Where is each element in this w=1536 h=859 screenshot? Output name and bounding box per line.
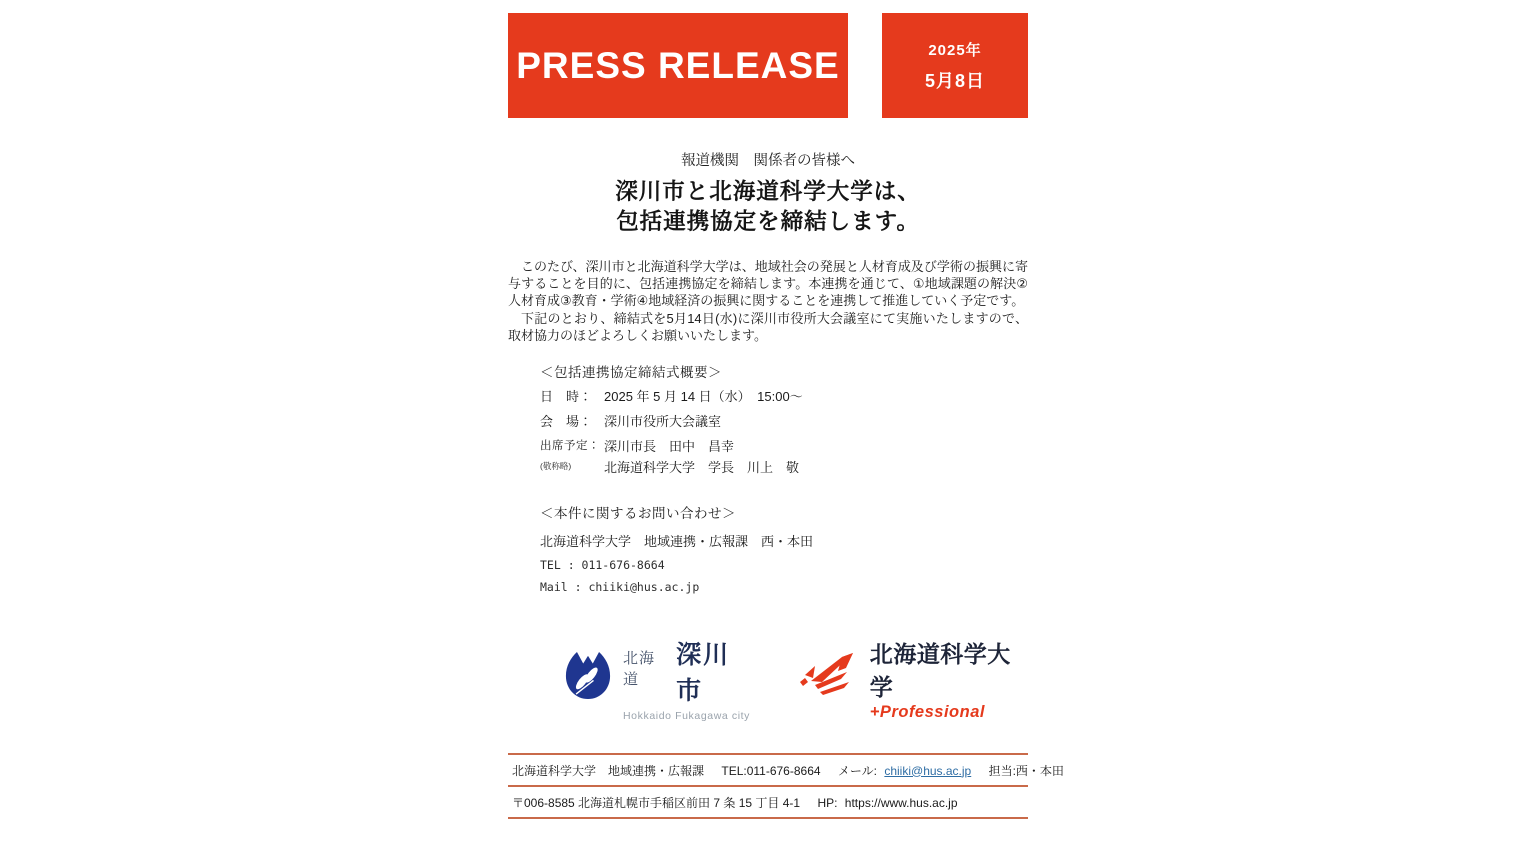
attendees-label: 出席予定： (敬称略) (540, 437, 604, 477)
logos-row (564, 635, 1028, 722)
press-release-title: PRESS RELEASE (516, 44, 840, 86)
release-year: 2025年 (928, 41, 982, 59)
ceremony-row-attendees (540, 437, 1028, 477)
release-date: 5月8日 (924, 70, 986, 91)
datetime-value: 2025 年 5 月 14 日（水） 15:00～ (604, 389, 803, 405)
fukagawa-city-emblem-icon (564, 651, 612, 706)
body-text (508, 258, 1028, 344)
fukagawa-region-label: 北海道 (623, 650, 656, 689)
contact-section (540, 502, 1028, 594)
hus-phoenix-icon (800, 653, 862, 704)
footer-mail-link[interactable]: chiiki@hus.ac.jp (884, 763, 972, 778)
attendee-2: 北海道科学大学 学長 川上 敬 (604, 460, 800, 476)
fukagawa-english-label: Hokkaido Fukagawa city (623, 710, 751, 723)
footer (508, 753, 1064, 819)
press-release-banner (508, 13, 848, 118)
press-release-page (508, 13, 1064, 846)
fukagawa-city-label: 深川市 (676, 641, 731, 706)
footer-address: 〒006-8585 北海道札幌市手稲区前田 7 条 15 丁目 4-1 (512, 795, 801, 810)
contact-mail: Mail : chiiki@hus.ac.jp (540, 580, 700, 595)
attendee-1: 深川市長 田中 昌幸 (604, 439, 735, 455)
ceremony-row-venue (540, 412, 1028, 431)
footer-mail-label: メール: (837, 763, 877, 778)
document-title-line2: 包括連携協定を締結します。 (616, 209, 920, 234)
release-date-box (882, 13, 1028, 118)
footer-address-line (508, 787, 1028, 817)
footer-org: 北海道科学大学 地域連携・広報課 (512, 763, 705, 778)
footer-rule-bottom (508, 817, 1028, 819)
footer-hp-label: HP: (817, 795, 838, 810)
fukagawa-logo-text (623, 635, 754, 722)
ceremony-overview (540, 361, 1028, 477)
venue-value: 深川市役所大会議室 (604, 414, 722, 430)
contact-department: 北海道科学大学 地域連携・広報課 西・本田 (540, 534, 814, 550)
ceremony-heading: ＜包括連携協定締結式概要＞ (540, 365, 722, 381)
footer-tel: TEL:011-676-8664 (721, 763, 821, 778)
contact-heading: ＜本件に関するお問い合わせ＞ (540, 506, 736, 522)
body-paragraph-2: 下記のとおり、締結式を5月14日(水)に深川市役所大会議室にて実施いたしますので、取材協力のほどよろしくお願いいたします。 (508, 310, 1028, 343)
attendees-sublabel: (敬称略) (540, 461, 572, 472)
header-row (508, 13, 1028, 118)
hus-logo-text (870, 636, 1028, 722)
hus-tagline-label: +Professional (869, 702, 985, 721)
document-title-line1: 深川市と北海道科学大学は、 (615, 179, 921, 204)
hus-name-label: 北海道科学大学 (869, 640, 1011, 700)
attendees-value (604, 437, 799, 477)
footer-contact-line (508, 755, 1064, 785)
document-title (508, 177, 1028, 237)
audience-line: 報道機関 関係者の皆様へ (681, 153, 855, 169)
fukagawa-city-logo (564, 635, 754, 722)
ceremony-row-datetime (540, 387, 1028, 406)
contact-tel: TEL : 011-676-8664 (540, 558, 665, 573)
footer-contact-person: 担当:西・本田 (988, 763, 1064, 778)
hus-logo (800, 636, 1028, 722)
body-paragraph-1: このたび、深川市と北海道科学大学は、地域社会の発展と人材育成及び学術の振興に寄与することを目的に、包括連携協定を締結します。本連携を通じて、①地域課題の解決②人材育成③教育・学術④地域経済の振興に関することを連携して推進していく予定です。 (508, 259, 1028, 309)
venue-label: 会 場： (540, 414, 593, 430)
footer-hp-url: https://www.hus.ac.jp (844, 795, 958, 810)
datetime-label: 日 時： (540, 389, 593, 405)
